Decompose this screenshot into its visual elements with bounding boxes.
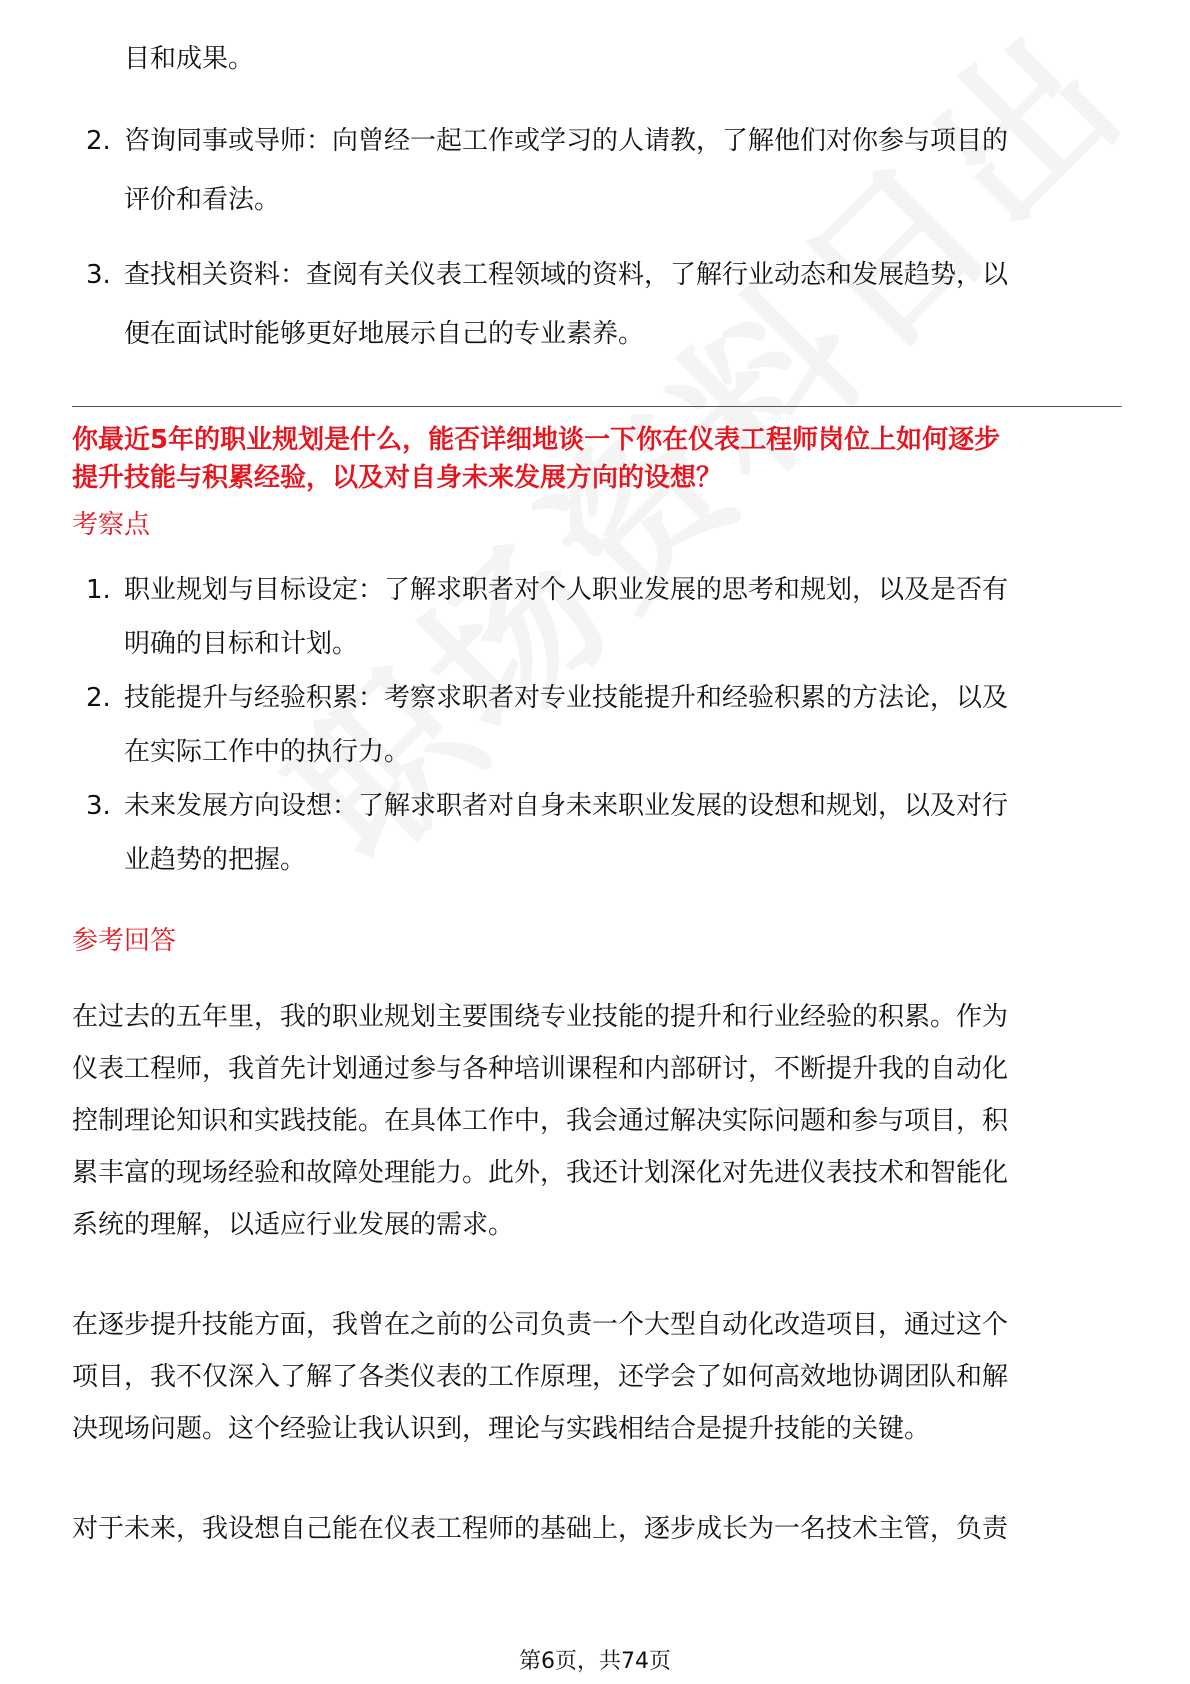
list-number: 1. [86, 575, 111, 605]
question-title [72, 421, 1122, 497]
list-item [72, 779, 1122, 887]
answer-paragraph [72, 1503, 1122, 1555]
list-text-line: 咨询同事或导师：向曾经一起工作或学习的人请教，了解他们对你参与项目的 [124, 126, 1009, 156]
list-text-line: 职业规划与目标设定：了解求职者对个人职业发展的思考和规划，以及是否有 [124, 575, 1009, 605]
list-text-line: 未来发展方向设想：了解求职者对自身未来职业发展的设想和规划，以及对行 [124, 791, 1009, 821]
list-text-line: 在实际工作中的执行力。 [124, 737, 411, 767]
paragraph-line: 在逐步提升技能方面，我曾在之前的公司负责一个大型自动化改造项目，通过这个 [72, 1310, 1009, 1340]
tips-list [72, 112, 1122, 364]
page-footer: 第6页，共74页 [519, 1649, 671, 1674]
answer-paragraph [72, 1299, 1122, 1455]
list-number: 3. [86, 260, 111, 290]
list-text-line: 明确的目标和计划。 [124, 629, 359, 659]
list-number: 3. [86, 791, 111, 821]
list-continuation: 目和成果。 [124, 44, 255, 74]
answer-paragraph [72, 991, 1122, 1251]
exam-points-heading: 考察点 [72, 510, 151, 540]
question-line: 提升技能与积累经验，以及对自身未来发展方向的设想？ [72, 463, 723, 493]
list-number: 2. [86, 683, 111, 713]
paragraph-line: 控制理论知识和实践技能。在具体工作中，我会通过解决实际问题和参与项目，积 [72, 1106, 1009, 1136]
list-text-line: 评价和看法。 [124, 185, 281, 215]
paragraph-line: 累丰富的现场经验和故障处理能力。此外，我还计划深化对先进仪表技术和智能化 [72, 1158, 1009, 1188]
answer-heading: 参考回答 [72, 926, 177, 956]
list-item [72, 671, 1122, 779]
list-text-line: 查找相关资料：查阅有关仪表工程领域的资料，了解行业动态和发展趋势，以 [124, 260, 1009, 290]
list-number: 2. [86, 126, 111, 156]
list-item [72, 112, 1122, 230]
paragraph-line: 在过去的五年里，我的职业规划主要围绕专业技能的提升和行业经验的积累。作为 [72, 1002, 1009, 1032]
paragraph-line: 项目，我不仅深入了解了各类仪表的工作原理，还学会了如何高效地协调团队和解 [72, 1362, 1009, 1392]
list-item [72, 246, 1122, 364]
list-text-line: 技能提升与经验积累：考察求职者对专业技能提升和经验积累的方法论，以及 [124, 683, 1009, 713]
page-content [72, 30, 1122, 1555]
exam-points-list [72, 563, 1122, 887]
question-line: 你最近5年的职业规划是什么，能否详细地谈一下你在仪表工程师岗位上如何逐步 [72, 425, 1001, 455]
list-text-line: 便在面试时能够更好地展示自己的专业素养。 [124, 319, 645, 349]
paragraph-line: 仪表工程师，我首先计划通过参与各种培训课程和内部研讨，不断提升我的自动化 [72, 1054, 1009, 1084]
paragraph-line: 系统的理解，以适应行业发展的需求。 [72, 1210, 515, 1240]
paragraph-line: 对于未来，我设想自己能在仪表工程师的基础上，逐步成长为一名技术主管，负责 [72, 1514, 1009, 1544]
list-text-line: 业趋势的把握。 [124, 845, 307, 875]
list-item [72, 563, 1122, 671]
paragraph-line: 决现场问题。这个经验让我认识到，理论与实践相结合是提升技能的关键。 [72, 1414, 931, 1444]
